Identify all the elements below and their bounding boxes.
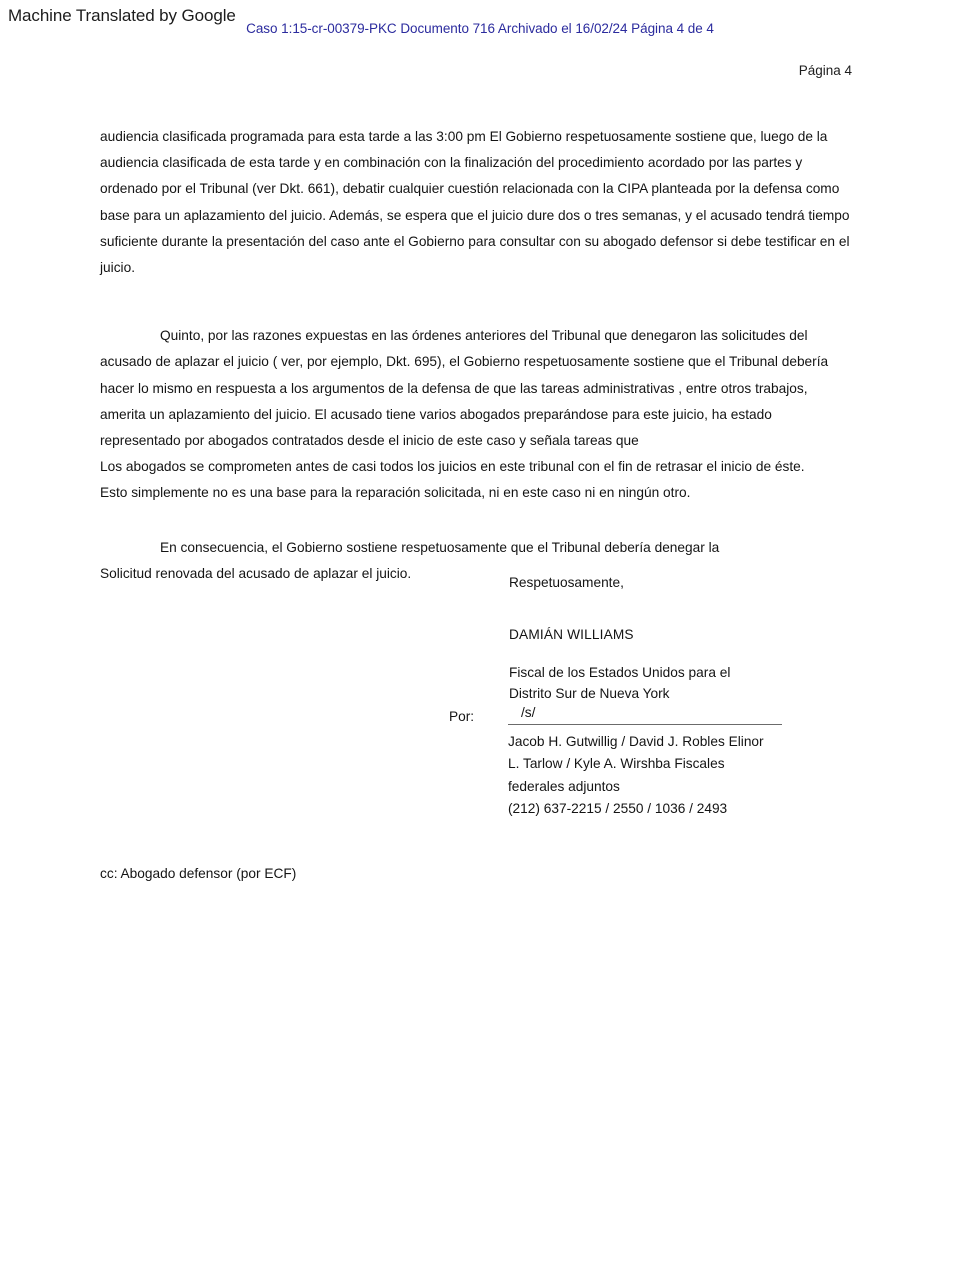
- machine-translation-banner: Machine Translated by Google: [8, 6, 236, 25]
- attorneys-line-three: federales adjuntos: [508, 778, 620, 794]
- signature-rule: [508, 724, 782, 725]
- attorneys-line-one: Jacob H. Gutwillig / David J. Robles Elinor: [508, 734, 764, 749]
- cc-recipients: cc: Abogado defensor (por ECF): [100, 866, 297, 881]
- signatory-title-line-one: Fiscal de los Estados Unidos para el: [509, 665, 731, 680]
- attorneys-line-two: L. Tarlow / Kyle A. Wirshba Fiscales: [508, 756, 725, 772]
- paragraph-two-part-c: Esto simplemente no es una base para la reparación solicitada, ni en este caso ni en ningún otro.: [100, 485, 691, 501]
- paragraph-two-part-a: Quinto, por las razones expuestas en las órdenes anteriores del Tribunal que denegaron las solicitudes del acusado de aplazar el juicio ( ver, por ejemplo, Dkt. 695), el Gobierno respetuosamente sostiene que el Tribunal debería hacer lo mismo en respuesta a los argumentos de la defensa de que las tareas administrativas , entre otros trabajos, amerita un aplazamiento del juicio. El acusado tiene varios abogados preparándose para este juicio, ha estado representado por abogados contratados desde el inicio de este caso y señala tareas que: [100, 328, 829, 449]
- paragraph-three-part-b: Solicitud renovada del acusado de aplazar el juicio.: [100, 565, 412, 581]
- page-number-label: Página 4: [798, 63, 852, 78]
- attorneys-phone-line: (212) 637-2215 / 2550 / 1036 / 2493: [508, 801, 728, 817]
- paragraph-one: audiencia clasificada programada para esta tarde a las 3:00 pm El Gobierno respetuosamente sostiene que, luego de la audiencia clasificada de esta tarde y en combinación con la finalización del procedimiento acordado por las partes y ordenado por el Tribunal (ver Dkt. 661), debatir cualquier cuestión relacionada con la CIPA planteada por la defensa como base para un aplazamiento del juicio. Además, se espera que el juicio dure dos o tres semanas, y el acusado tendrá tiempo suficiente durante la presentación del caso ante el Gobierno para consultar con su abogado defensor si debe testificar en el juicio.: [100, 129, 850, 276]
- by-label: Por:: [449, 709, 475, 724]
- document-body: [100, 124, 852, 587]
- paragraph-two-part-b: Los abogados se comprometen antes de casi todos los juicios en este tribunal con el fin de retrasar el inicio de éste.: [100, 459, 805, 475]
- attorneys-block: [508, 731, 868, 821]
- electronic-signature-mark: /s/: [521, 705, 536, 720]
- signatory-title-line-two: Distrito Sur de Nueva York: [509, 686, 670, 701]
- signatory-name: DAMIÁN WILLIAMS: [509, 627, 634, 642]
- paragraph-three-part-a: En consecuencia, el Gobierno sostiene respetuosamente que el Tribunal debería denegar la: [160, 539, 720, 555]
- signature-block: [509, 572, 869, 704]
- ecf-case-stamp: Caso 1:15-cr-00379-PKC Documento 716 Archivado el 16/02/24 Página 4 de 4: [246, 21, 714, 36]
- closing-salutation: Respetuosamente,: [509, 575, 624, 590]
